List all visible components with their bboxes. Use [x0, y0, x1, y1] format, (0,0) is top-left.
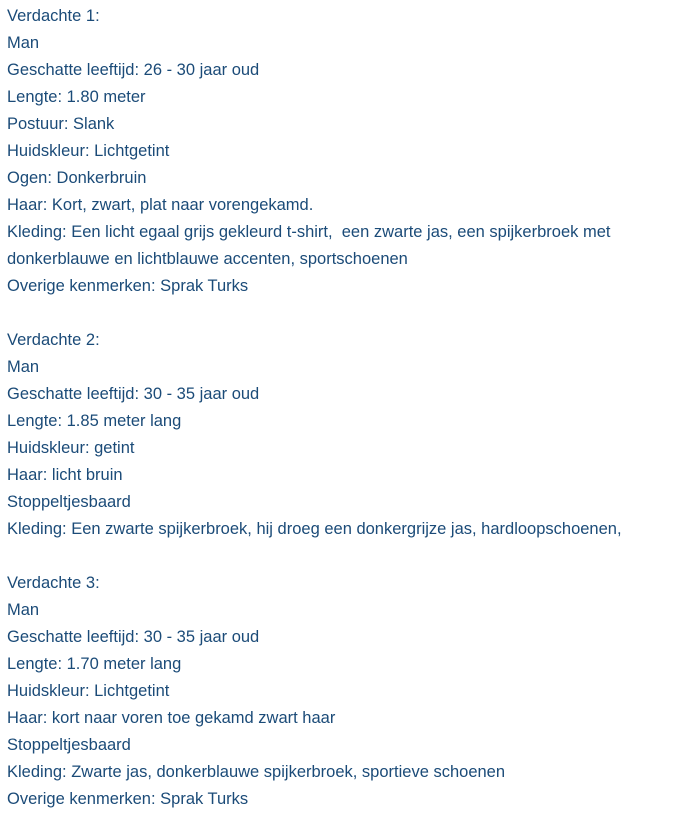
suspect-1-clothing: Kleding: Een licht egaal grijs gekleurd t-shirt, een zwarte jas, een spijkerbroek met — [7, 223, 611, 241]
suspect-3-other: Overige kenmerken: Sprak Turks — [7, 790, 249, 808]
suspect-2-age: Geschatte leeftijd: 30 - 35 jaar oud — [7, 385, 260, 403]
suspect-2-heading: Verdachte 2: — [7, 331, 100, 349]
suspect-1-height: Lengte: 1.80 meter — [7, 88, 146, 106]
suspect-3-clothing: Kleding: Zwarte jas, donkerblauwe spijkerbroek, sportieve schoenen — [7, 763, 506, 781]
suspect-2-skin: Huidskleur: getint — [7, 439, 135, 457]
suspect-1-hair: Haar: Kort, zwart, plat naar vorengekamd. — [7, 196, 314, 214]
suspect-2-block — [7, 327, 685, 543]
suspect-3-heading: Verdachte 3: — [7, 574, 100, 592]
suspect-2-beard: Stoppeltjesbaard — [7, 493, 131, 511]
suspect-2-height: Lengte: 1.85 meter lang — [7, 412, 182, 430]
suspect-1-skin: Huidskleur: Lichtgetint — [7, 142, 170, 160]
suspect-3-gender: Man — [7, 601, 40, 619]
suspect-3-block — [7, 570, 685, 813]
suspect-1-gender: Man — [7, 34, 40, 52]
suspect-1-block — [7, 3, 685, 300]
suspect-3-age: Geschatte leeftijd: 30 - 35 jaar oud — [7, 628, 260, 646]
suspect-3-height: Lengte: 1.70 meter lang — [7, 655, 182, 673]
suspect-1-clothing-cont: donkerblauwe en lichtblauwe accenten, sportschoenen — [7, 250, 408, 268]
suspect-2-clothing: Kleding: Een zwarte spijkerbroek, hij droeg een donkergrijze jas, hardloopschoenen, — [7, 520, 622, 538]
suspect-2-gender: Man — [7, 358, 40, 376]
suspect-3-skin: Huidskleur: Lichtgetint — [7, 682, 170, 700]
suspect-1-age: Geschatte leeftijd: 26 - 30 jaar oud — [7, 61, 260, 79]
suspect-1-other: Overige kenmerken: Sprak Turks — [7, 277, 249, 295]
suspect-1-eyes: Ogen: Donkerbruin — [7, 169, 147, 187]
suspect-3-beard: Stoppeltjesbaard — [7, 736, 131, 754]
spacer — [7, 543, 685, 570]
spacer — [7, 300, 685, 327]
suspect-2-hair: Haar: licht bruin — [7, 466, 123, 484]
suspect-1-heading: Verdachte 1: — [7, 7, 100, 25]
suspect-1-build: Postuur: Slank — [7, 115, 115, 133]
suspect-3-hair: Haar: kort naar voren toe gekamd zwart haar — [7, 709, 336, 727]
